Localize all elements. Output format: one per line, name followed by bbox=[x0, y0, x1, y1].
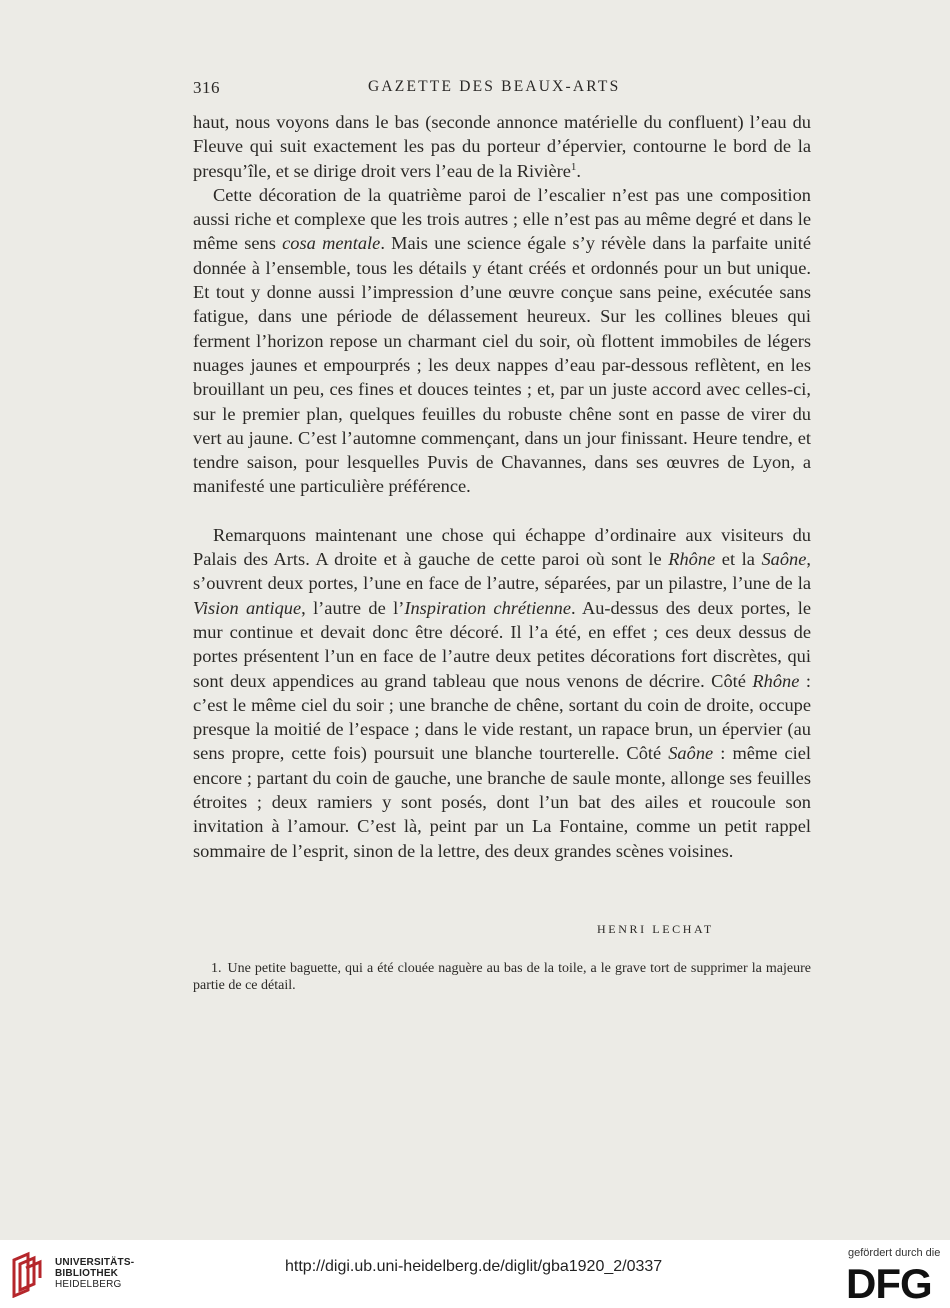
funder-caption: gefördert durch die bbox=[848, 1247, 941, 1259]
italic-title-inspiration: Inspiration chrétienne bbox=[404, 597, 572, 618]
paragraph-2 bbox=[193, 183, 811, 499]
text-run: et la bbox=[715, 549, 762, 570]
source-url-link[interactable]: http://digi.ub.uni-heidelberg.de/diglit/gba1920_2/0337 bbox=[285, 1258, 663, 1275]
text-run: . bbox=[576, 160, 581, 181]
text-run: , s’ouvrent deux portes, l’une en face de l’autre, séparées, par un pilastre, l’une de la bbox=[193, 549, 811, 594]
text-run: Cette décoration de la quatrième paroi de l’escalier n’est pas une composition aussi riche et complexe que les trois autres ; elle n’est pas au même degré et dans le même sens bbox=[193, 184, 811, 254]
text-run: Remarquons maintenant une chose qui échappe d’ordinaire aux visiteurs du Palais des Arts. A droite et à gauche de cette paroi où sont le bbox=[193, 524, 811, 570]
library-logo-icon bbox=[10, 1250, 50, 1298]
footnote-text: Une petite baguette, qui a été clouée naguère au bas de la toile, a le grave tort de supprimer la majeure partie de ce détail. bbox=[193, 961, 811, 993]
library-name-line: BIBLIOTHEK bbox=[55, 1268, 119, 1279]
footnote bbox=[193, 960, 811, 994]
library-name bbox=[55, 1257, 134, 1290]
paragraph-3 bbox=[193, 523, 811, 863]
footnote-number: 1. bbox=[211, 961, 222, 976]
paragraph-1 bbox=[193, 110, 811, 183]
italic-title-saone: Saône bbox=[761, 549, 807, 570]
article-body bbox=[193, 110, 811, 863]
text-run: haut, nous voyons dans le bas (seconde annonce matérielle du confluent) l’eau du Fleuve qui suit exactement les pas du porteur d’épervier, contourne le bord de la presqu’île, et se dirige droit vers l’eau de la Rivière bbox=[193, 112, 811, 181]
library-name-line: UNIVERSITÄTS- bbox=[55, 1257, 135, 1268]
text-run: . Au-dessus des deux portes, le mur continue et devait donc être décoré. Il l’a été, en effet ; ces deux dessus de portes présentent l’un en face de l’autre deux petites décorations fort discrètes, qui sont deux appendices au grand tableau que nous venons de décrire. Côté bbox=[193, 597, 811, 691]
author-signature: HENRI LECHAT bbox=[597, 922, 714, 936]
italic-term: cosa mentale bbox=[282, 233, 381, 254]
library-name-line: HEIDELBERG bbox=[55, 1279, 122, 1290]
footnote-marker: 1 bbox=[570, 160, 577, 173]
text-run: : même ciel encore ; partant du coin de gauche, une branche de saule monte, allonge ses feuilles étroites ; deux ramiers y sont posés, dont l’un bat des ailes et roucoule son invitation à l’amour. C’est là, peint par un La Fontaine, comme un petit rappel sommaire de l’esprit, sinon de la lettre, des deux grandes scènes voisines. bbox=[193, 743, 811, 861]
italic-title-rhone: Rhône bbox=[752, 670, 800, 691]
text-run: : c’est le même ciel du soir ; une branche de chêne, sortant du coin de droite, occupe presque la moitié de l’espace ; dans le vide restant, un rapace brun, un épervier (au sens propre, cette fois) poursuit une blanche tourterelle. Côté bbox=[193, 670, 811, 764]
running-head: GAZETTE DES BEAUX-ARTS bbox=[368, 78, 621, 95]
italic-title-saone: Saône bbox=[668, 743, 714, 764]
italic-title-rhone: Rhône bbox=[668, 549, 716, 570]
italic-title-vision: Vision antique bbox=[193, 597, 302, 618]
digitization-footer bbox=[0, 1240, 950, 1308]
page-number: 316 bbox=[193, 78, 220, 97]
text-run: . Mais une science égale s’y révèle dans la parfaite unité donnée à l’ensemble, tous les détails y étant créés et ordonnés pour un but unique. Et tout y donne aussi l’impression d’une œuvre conçue sans peine, exécutée sans fatigue, dans une période de délassement heureux. Sur les collines bleues qui ferment l’horizon repose un charmant ciel du soir, où flottent immobiles de légers nuages jaunes et empourprés ; les deux nappes d’eau par-dessous reflètent, en les brouillant un peu, ces fines et douces teintes ; et, par un juste accord avec celles-ci, sur le premier plan, quelques feuilles du robuste chêne sont en passe de virer du vert au jaune. C’est l’automne commençant, dans un jour finissant. Heure tendre, et tendre saison, pour lesquelles Puvis de Chavannes, dans ses œuvres de Lyon, a manifesté une particulière préférence. bbox=[193, 233, 811, 497]
page-header bbox=[193, 78, 793, 102]
text-run: , l’autre de l’ bbox=[301, 597, 405, 618]
dfg-logo: DFG bbox=[846, 1260, 932, 1307]
